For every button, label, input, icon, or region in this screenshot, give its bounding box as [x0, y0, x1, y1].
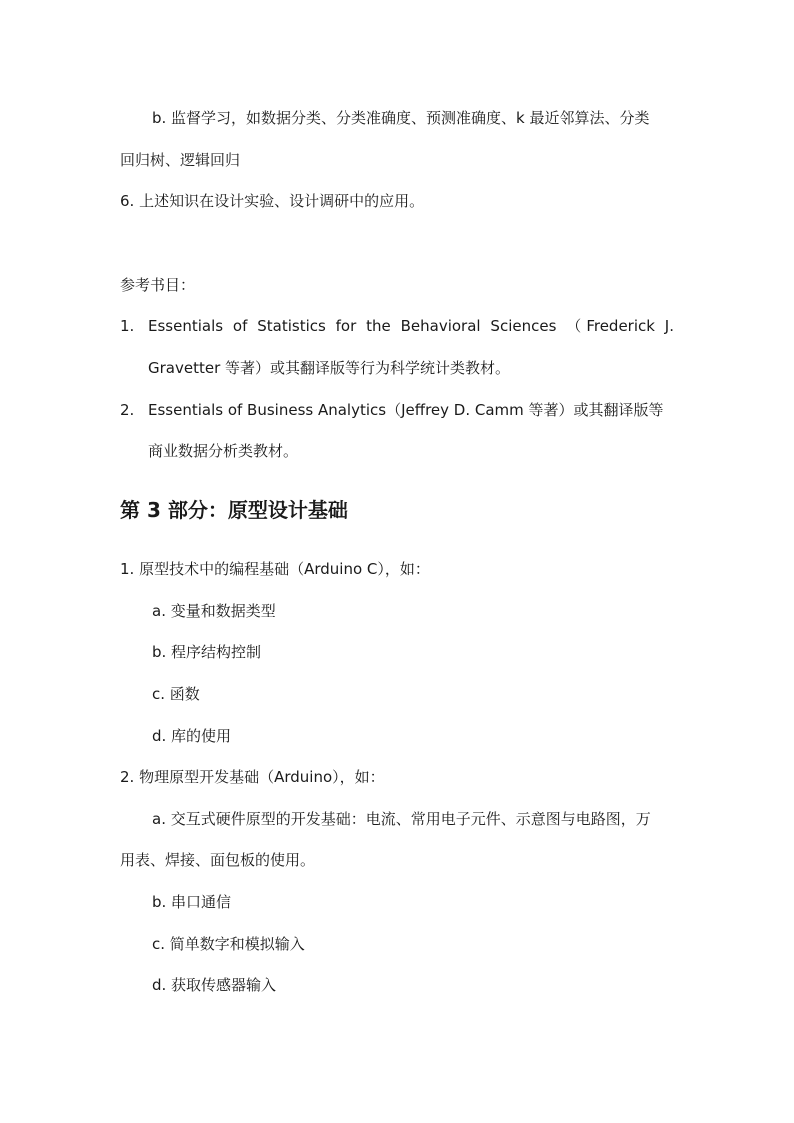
item-2-sub-a-line1: a. 交互式硬件原型的开发基础：电流、常用电子元件、示意图与电路图，万	[152, 810, 651, 828]
item-1-programming: 1. 原型技术中的编程基础（Arduino C），如：	[120, 560, 430, 578]
reference-1-line2: Gravetter 等著）或其翻译版等行为科学统计类教材。	[148, 359, 511, 377]
section-3-heading: 第 3 部分：原型设计基础	[120, 498, 348, 522]
item-1-sub-a: a. 变量和数据类型	[152, 602, 276, 620]
supervised-learning-line1: b. 监督学习，如数据分类、分类准确度、预测准确度、k 最近邻算法、分类	[152, 109, 650, 127]
reference-2-number: 2.	[120, 401, 135, 419]
item-2-sub-c: c. 简单数字和模拟输入	[152, 935, 305, 953]
reference-2-line1: Essentials of Business Analytics（Jeffrey D. Camm 等著）或其翻译版等	[148, 401, 664, 419]
supervised-learning-line2: 回归树、逻辑回归	[120, 151, 241, 169]
item-2-physical-prototype: 2. 物理原型开发基础（Arduino），如：	[120, 768, 385, 786]
references-label: 参考书目：	[120, 276, 196, 294]
item-2-sub-d: d. 获取传感器输入	[152, 976, 277, 994]
reference-1-line1: Essentials of Statistics for the Behavioral Sciences （Frederick J.	[148, 317, 674, 335]
item-1-sub-b: b. 程序结构控制	[152, 643, 262, 661]
item-2-sub-b: b. 串口通信	[152, 893, 232, 911]
item-2-sub-a-line2: 用表、焊接、面包板的使用。	[120, 851, 316, 869]
item-1-sub-c: c. 函数	[152, 685, 200, 703]
item-6-application: 6. 上述知识在设计实验、设计调研中的应用。	[120, 192, 425, 210]
reference-2-line2: 商业数据分析类教材。	[148, 442, 299, 460]
item-1-sub-d: d. 库的使用	[152, 727, 232, 745]
reference-1-number: 1.	[120, 317, 135, 335]
